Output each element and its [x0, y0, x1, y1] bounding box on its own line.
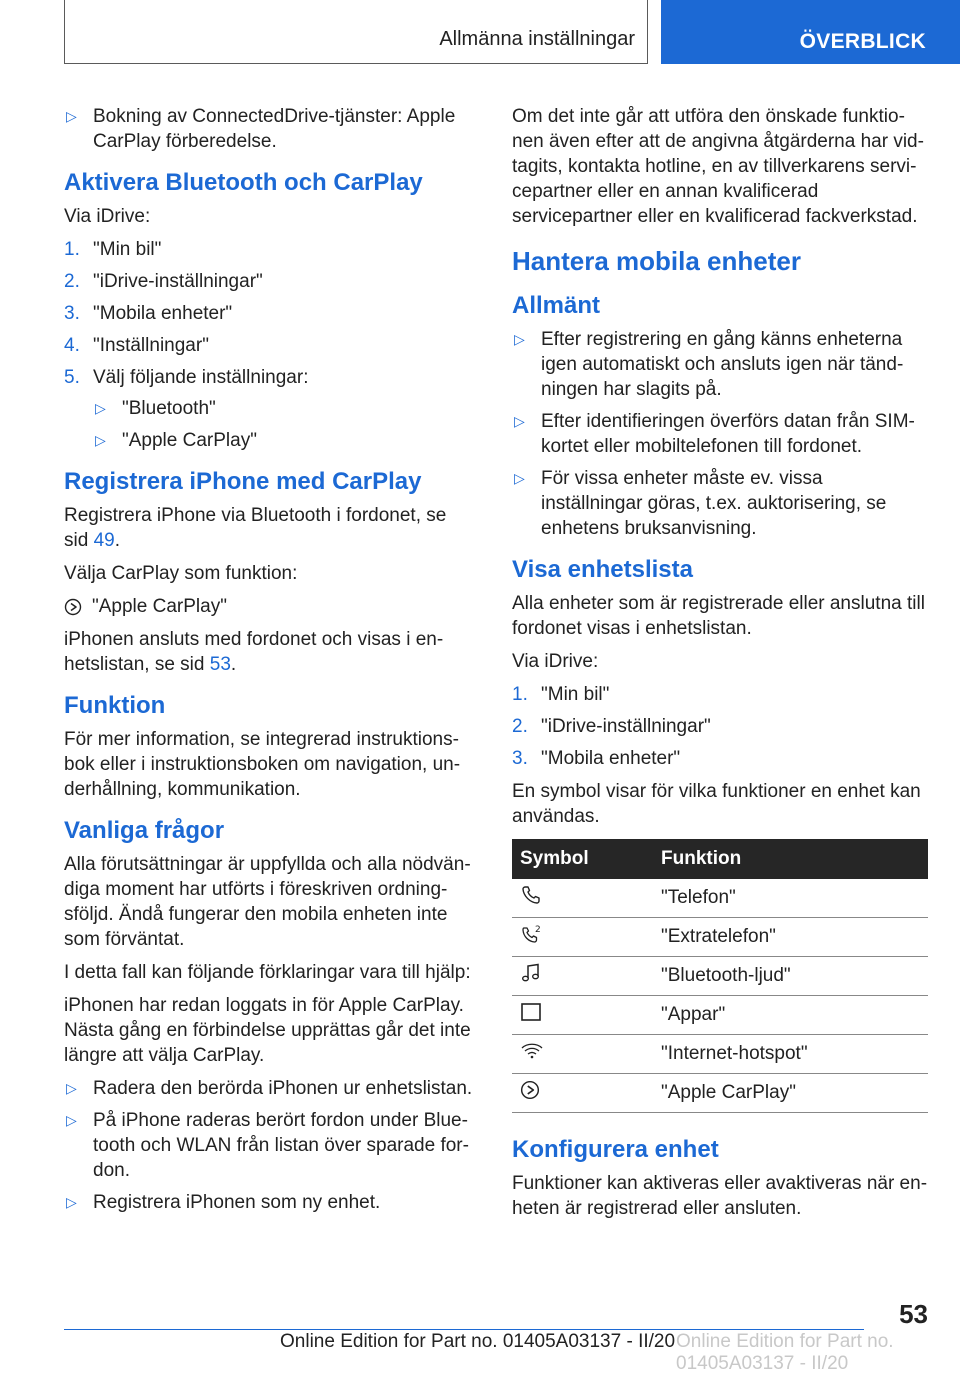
list-item: 2. "iDrive-inställningar" — [512, 716, 711, 737]
general-bullet-list — [512, 327, 928, 541]
footer-edition: Online Edition for Part no. 01405A03137 - II/20 — [280, 1331, 676, 1352]
paragraph: iPhonen ansluts med fordonet och visas i enhetslistan, se sid 53. — [64, 629, 444, 675]
section-heading: Konfigurera enhet — [512, 1136, 719, 1163]
bullet-triangle-icon: ▷ — [514, 413, 525, 429]
section-heading: Allmänt — [512, 292, 601, 319]
carplay-menu-item: "Apple CarPlay" — [64, 594, 474, 619]
page-number: 53 — [899, 1299, 928, 1329]
left-column — [64, 104, 474, 1223]
list-item: 1. "Min bil" — [512, 684, 610, 705]
svg-text:2: 2 — [535, 925, 541, 935]
table-cell: "Extratelefon" — [651, 918, 928, 957]
header-section-title: Allmänna inställningar — [439, 28, 635, 50]
bullet-triangle-icon: ▷ — [514, 331, 525, 347]
paragraph: Välja CarPlay som funktion: — [64, 563, 298, 584]
table-row — [512, 996, 928, 1035]
paragraph: Om det inte går att utföra den önskade funktionen även efter att de angivna åtgärderna har vidtagits, kontakta hotline, en av tillverkarens servicepartner eller en annan kvalificerad servicepartner eller en kvalificerad fackverkstad. — [512, 106, 924, 227]
via-idrive-label: Via iDrive: — [512, 651, 599, 672]
paragraph: Alla enheter som är registrerade eller anslutna till fordonet visas i enhetslistan. — [512, 593, 925, 639]
faq-bullet-list — [64, 1076, 474, 1215]
table-cell: "Telefon" — [651, 879, 928, 918]
app-square-icon — [520, 1001, 542, 1023]
carplay-icon — [64, 598, 82, 616]
paragraph: iPhonen har redan loggats in för Apple CarPlay. Nästa gång en förbindelse upprättas går det inte längre att välja CarPlay. — [64, 995, 471, 1066]
section-heading: Visa enhetslista — [512, 556, 693, 583]
list-item: ▷ "Bluetooth" — [95, 398, 216, 419]
table-header-row — [512, 839, 928, 879]
steps-list — [512, 682, 928, 771]
list-item: 3. "Mobila enheter" — [512, 748, 681, 769]
paragraph: En symbol visar för vilka funktioner en enhet kan användas. — [512, 781, 921, 827]
step-number: 2. — [512, 716, 528, 737]
header-tab[interactable] — [661, 0, 960, 64]
step-number: 3. — [512, 748, 528, 769]
table-cell: "Bluetooth-ljud" — [651, 957, 928, 996]
extra-phone-icon — [520, 923, 542, 945]
table-cell: "Appar" — [651, 996, 928, 1035]
bullet-triangle-icon: ▷ — [66, 1112, 77, 1128]
paragraph: Funktioner kan aktiveras eller avaktiveras när enheten är registrerad eller ansluten. — [512, 1173, 928, 1219]
right-column — [512, 104, 928, 1229]
section-heading: Aktivera Bluetooth och CarPlay — [64, 169, 423, 196]
step-number: 4. — [64, 335, 80, 356]
phone-icon — [520, 884, 542, 906]
step-number: 5. — [64, 367, 80, 388]
list-item: ▷ Efter identifieringen överförs datan från SIM-kortet eller mobiltelefonen till fordonet. — [514, 411, 915, 457]
bullet-triangle-icon: ▷ — [66, 1080, 77, 1096]
section-heading: Funktion — [64, 692, 166, 719]
step-number: 1. — [64, 239, 80, 260]
header-section-box — [64, 0, 648, 64]
table-row — [512, 1074, 928, 1113]
table-cell: "Apple CarPlay" — [651, 1074, 928, 1113]
list-item: 2. "iDrive-inställningar" — [64, 271, 263, 292]
chapter-heading: Hantera mobila enheter — [512, 246, 801, 276]
via-idrive-label: Via iDrive: — [64, 206, 151, 227]
table-row — [512, 918, 928, 957]
bullet-triangle-icon: ▷ — [95, 432, 106, 448]
sub-bullet-list — [93, 396, 474, 453]
step-number: 3. — [64, 303, 80, 324]
footer-divider — [64, 1329, 864, 1330]
wifi-icon — [520, 1040, 544, 1062]
paragraph: Registrera iPhone via Bluetooth i fordonet, se sid 49. — [64, 505, 447, 551]
header-tab-label: ÖVERBLICK — [799, 30, 926, 53]
carplay-icon — [520, 1080, 540, 1100]
list-item: 4. "Inställningar" — [64, 335, 209, 356]
paragraph: Alla förutsättningar är uppfyllda och alla nödvändiga moment har utförts i föreskriven ordningsföljd. Ändå fungerar den mobila enheten inte som förväntat. — [64, 854, 471, 950]
table-row — [512, 1035, 928, 1074]
table-header-cell: Funktion — [651, 839, 928, 879]
table-row — [512, 879, 928, 918]
page-link[interactable]: 49 — [93, 530, 115, 551]
paragraph: För mer information, se integrerad instruktionsbok eller i instruktionsboken om navigation, underhållning, kommunikation. — [64, 729, 461, 800]
list-item: ▷ På iPhone raderas berört fordon under Bluetooth och WLAN från listan över sparade fordon. — [66, 1110, 469, 1181]
section-heading: Vanliga frågor — [64, 817, 225, 844]
music-note-icon — [520, 962, 542, 984]
list-item: ▷ Radera den berörda iPhonen ur enhetslistan. — [66, 1078, 473, 1099]
table-cell: "Internet-hotspot" — [651, 1035, 928, 1074]
list-item: ▷ För vissa enheter måste ev. vissa inställningar göras, t.ex. auktorisering, se enhetens bruksanvisning. — [514, 468, 887, 539]
step-number: 1. — [512, 684, 528, 705]
page-link[interactable]: 53 — [209, 654, 231, 675]
paragraph: I detta fall kan följande förklaringar vara till hjälp: — [64, 962, 471, 983]
list-item: ▷ Registrera iPhonen som ny enhet. — [66, 1192, 381, 1213]
list-item: ▷ "Apple CarPlay" — [95, 430, 257, 451]
list-item: 5. Välj följande inställningar: ▷ "Bluetooth" ▷ "Apple CarPlay" — [64, 365, 474, 453]
symbol-table — [512, 839, 928, 1113]
list-item: 1. "Min bil" — [64, 239, 162, 260]
list-item: 3. "Mobila enheter" — [64, 303, 233, 324]
list-item: ▷ Efter registrering en gång känns enheterna igen automatiskt och ansluts igen när tändningen har slagits på. — [514, 329, 904, 400]
list-item: ▷ Bokning av ConnectedDrive-tjänster: Apple CarPlay förberedelse. — [66, 106, 456, 152]
section-heading: Registrera iPhone med CarPlay — [64, 468, 422, 495]
bullet-triangle-icon: ▷ — [66, 108, 77, 124]
intro-bullet-list — [64, 104, 474, 154]
table-header-cell: Symbol — [512, 839, 651, 879]
watermark: Online Edition for Part no. 01405A03137 - II/20 — [676, 1331, 894, 1374]
steps-list — [64, 237, 474, 453]
table-row — [512, 957, 928, 996]
step-number: 2. — [64, 271, 80, 292]
bullet-triangle-icon: ▷ — [514, 470, 525, 486]
bullet-triangle-icon: ▷ — [95, 400, 106, 416]
bullet-triangle-icon: ▷ — [66, 1194, 77, 1210]
